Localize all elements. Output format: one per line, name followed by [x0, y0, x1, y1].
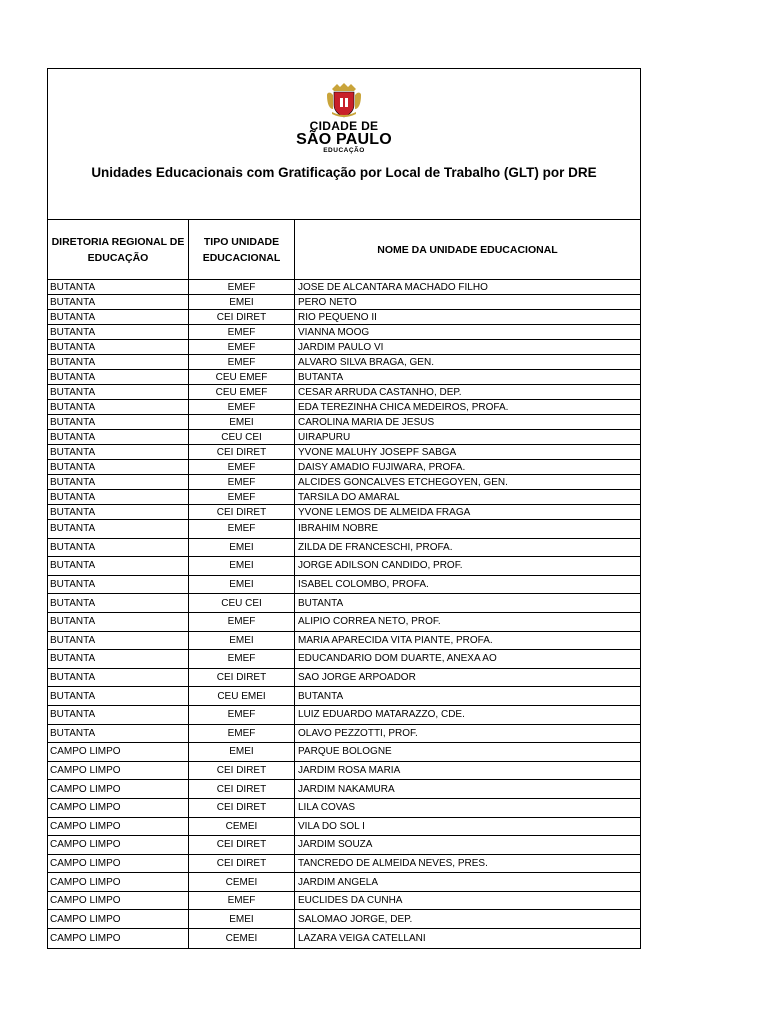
cell-dre: BUTANTA [48, 310, 189, 324]
cell-tipo: EMEI [189, 295, 295, 309]
cell-dre: BUTANTA [48, 576, 189, 594]
table-row [48, 490, 640, 505]
cell-nome: ALIPIO CORREA NETO, PROF. [298, 616, 441, 628]
cell-tipo: CEMEI [189, 873, 295, 891]
cell-dre: BUTANTA [48, 325, 189, 339]
table-row [48, 743, 640, 762]
cell-nome: DAISY AMADIO FUJIWARA, PROFA. [298, 461, 466, 473]
cell-tipo: EMEI [189, 415, 295, 429]
cell-dre: BUTANTA [48, 520, 189, 538]
table-row [48, 725, 640, 744]
table-row [48, 475, 640, 490]
cell-dre: CAMPO LIMPO [48, 762, 189, 780]
cell-dre: BUTANTA [48, 594, 189, 612]
cell-tipo: CEU CEI [189, 594, 295, 612]
document-title: Unidades Educacionais com Gratificação por Local de Trabalho (GLT) por DRE [91, 165, 597, 180]
cell-nome: CESAR ARRUDA CASTANHO, DEP. [298, 386, 462, 398]
city-logo [284, 83, 404, 155]
cell-nome: YVONE LEMOS DE ALMEIDA FRAGA [298, 506, 471, 518]
cell-nome: EDUCANDARIO DOM DUARTE, ANEXA AO [298, 653, 497, 665]
table-row [48, 557, 640, 576]
cell-nome: JARDIM PAULO VI [298, 341, 384, 353]
cell-tipo: EMEI [189, 539, 295, 557]
cell-tipo: CEI DIRET [189, 799, 295, 817]
coat-of-arms-icon [324, 83, 364, 119]
cell-tipo: EMEF [189, 706, 295, 724]
cell-tipo: CEI DIRET [189, 836, 295, 854]
cell-dre: BUTANTA [48, 669, 189, 687]
cell-nome: LUIZ EDUARDO MATARAZZO, CDE. [298, 709, 465, 721]
table-row [48, 836, 640, 855]
cell-tipo: EMEI [189, 576, 295, 594]
cell-nome: TARSILA DO AMARAL [298, 491, 400, 503]
table-body [48, 280, 640, 948]
table-row [48, 460, 640, 475]
cell-tipo: CEI DIRET [189, 310, 295, 324]
cell-tipo: EMEF [189, 520, 295, 538]
table-row [48, 929, 640, 948]
cell-dre: BUTANTA [48, 632, 189, 650]
cell-dre: BUTANTA [48, 475, 189, 489]
cell-dre: BUTANTA [48, 490, 189, 504]
cell-nome: BUTANTA [298, 371, 344, 383]
cell-dre: BUTANTA [48, 355, 189, 369]
cell-nome: LILA COVAS [298, 802, 356, 814]
cell-tipo: EMEF [189, 725, 295, 743]
header-tipo: TIPO UNIDADE EDUCACIONAL [189, 220, 295, 279]
cell-dre: BUTANTA [48, 725, 189, 743]
table-row [48, 415, 640, 430]
cell-nome: EDA TEREZINHA CHICA MEDEIROS, PROFA. [298, 401, 509, 413]
cell-nome: ALCIDES GONCALVES ETCHEGOYEN, GEN. [298, 476, 508, 488]
table-row [48, 669, 640, 688]
cell-tipo: EMEF [189, 490, 295, 504]
cell-nome: CAROLINA MARIA DE JESUS [298, 416, 435, 428]
cell-dre: CAMPO LIMPO [48, 855, 189, 873]
table-row [48, 576, 640, 595]
table-row [48, 818, 640, 837]
cell-dre: BUTANTA [48, 706, 189, 724]
cell-dre: BUTANTA [48, 385, 189, 399]
cell-dre: BUTANTA [48, 415, 189, 429]
cell-dre: BUTANTA [48, 370, 189, 384]
cell-nome: ALVARO SILVA BRAGA, GEN. [298, 356, 434, 368]
cell-tipo: CEMEI [189, 818, 295, 836]
table-row [48, 632, 640, 651]
logo-text-line3: EDUCAÇÃO [323, 147, 365, 154]
cell-nome: JARDIM NAKAMURA [298, 783, 395, 795]
cell-tipo: CEU EMEI [189, 687, 295, 705]
document-sheet [47, 68, 641, 949]
cell-nome: PERO NETO [298, 296, 357, 308]
cell-nome: SAO JORGE ARPOADOR [298, 672, 416, 684]
table-row [48, 445, 640, 460]
cell-nome: RIO PEQUENO II [298, 311, 377, 323]
cell-tipo: CEU EMEF [189, 370, 295, 384]
cell-nome: JOSE DE ALCANTARA MACHADO FILHO [298, 281, 488, 293]
logo-text-line1: CIDADE DE [309, 119, 379, 133]
cell-nome: LAZARA VEIGA CATELLANI [298, 932, 426, 944]
table-row [48, 594, 640, 613]
table-row [48, 799, 640, 818]
cell-nome: IBRAHIM NOBRE [298, 523, 379, 535]
table-row [48, 873, 640, 892]
header-dre: DIRETORIA REGIONAL DE EDUCAÇÃO [48, 220, 189, 279]
cell-dre: BUTANTA [48, 445, 189, 459]
table-header [48, 220, 640, 280]
cell-nome: TANCREDO DE ALMEIDA NEVES, PRES. [298, 857, 488, 869]
cell-tipo: CEI DIRET [189, 855, 295, 873]
cell-nome: JARDIM SOUZA [298, 839, 373, 851]
cell-tipo: CEI DIRET [189, 780, 295, 798]
cell-tipo: EMEI [189, 632, 295, 650]
table-row [48, 370, 640, 385]
cell-tipo: EMEF [189, 325, 295, 339]
cell-nome: BUTANTA [298, 597, 344, 609]
cell-tipo: CEI DIRET [189, 762, 295, 780]
cell-tipo: CEU EMEF [189, 385, 295, 399]
cell-tipo: CEU CEI [189, 430, 295, 444]
cell-dre: CAMPO LIMPO [48, 780, 189, 798]
cell-dre: BUTANTA [48, 340, 189, 354]
cell-dre: CAMPO LIMPO [48, 743, 189, 761]
cell-tipo: EMEF [189, 340, 295, 354]
cell-nome: MARIA APARECIDA VITA PIANTE, PROFA. [298, 634, 493, 646]
cell-nome: EUCLIDES DA CUNHA [298, 895, 403, 907]
table-row [48, 539, 640, 558]
cell-tipo: EMEF [189, 892, 295, 910]
table-row [48, 706, 640, 725]
table-row [48, 430, 640, 445]
cell-dre: BUTANTA [48, 650, 189, 668]
cell-nome: JORGE ADILSON CANDIDO, PROF. [298, 560, 463, 572]
cell-nome: SALOMAO JORGE, DEP. [298, 913, 413, 925]
cell-nome: ISABEL COLOMBO, PROFA. [298, 579, 429, 591]
cell-dre: BUTANTA [48, 687, 189, 705]
cell-dre: BUTANTA [48, 295, 189, 309]
cell-dre: CAMPO LIMPO [48, 892, 189, 910]
cell-dre: CAMPO LIMPO [48, 799, 189, 817]
cell-dre: BUTANTA [48, 505, 189, 519]
cell-tipo: EMEF [189, 355, 295, 369]
cell-nome: JARDIM ROSA MARIA [298, 765, 401, 777]
cell-dre: CAMPO LIMPO [48, 873, 189, 891]
cell-nome: OLAVO PEZZOTTI, PROF. [298, 727, 418, 739]
cell-nome: VIANNA MOOG [298, 326, 370, 338]
table-row [48, 505, 640, 520]
cell-tipo: EMEF [189, 280, 295, 294]
cell-tipo: EMEI [189, 557, 295, 575]
logo-text-line2: SÃO PAULO [296, 131, 392, 148]
cell-tipo: CEI DIRET [189, 445, 295, 459]
cell-tipo: CEMEI [189, 929, 295, 948]
cell-nome: BUTANTA [298, 690, 344, 702]
table-row [48, 613, 640, 632]
table-row [48, 650, 640, 669]
table-row [48, 295, 640, 310]
table-row [48, 340, 640, 355]
table-row [48, 310, 640, 325]
table-row [48, 325, 640, 340]
cell-dre: BUTANTA [48, 430, 189, 444]
document-header [48, 69, 640, 220]
cell-nome: JARDIM ANGELA [298, 876, 379, 888]
table-row [48, 762, 640, 781]
cell-dre: BUTANTA [48, 539, 189, 557]
cell-dre: BUTANTA [48, 280, 189, 294]
header-nome: NOME DA UNIDADE EDUCACIONAL [377, 243, 558, 256]
cell-tipo: EMEI [189, 910, 295, 928]
cell-tipo: EMEF [189, 613, 295, 631]
table-row [48, 892, 640, 911]
cell-nome: ZILDA DE FRANCESCHI, PROFA. [298, 541, 453, 553]
cell-nome: VILA DO SOL I [298, 820, 365, 832]
table-row [48, 400, 640, 415]
table-row [48, 355, 640, 370]
cell-tipo: EMEI [189, 743, 295, 761]
cell-tipo: CEI DIRET [189, 669, 295, 687]
cell-dre: CAMPO LIMPO [48, 929, 189, 948]
cell-nome: UIRAPURU [298, 431, 351, 443]
table-row [48, 855, 640, 874]
table-row [48, 280, 640, 295]
table-row [48, 780, 640, 799]
cell-dre: BUTANTA [48, 613, 189, 631]
cell-tipo: EMEF [189, 475, 295, 489]
table-row [48, 385, 640, 400]
cell-tipo: EMEF [189, 650, 295, 668]
cell-dre: BUTANTA [48, 460, 189, 474]
cell-tipo: EMEF [189, 460, 295, 474]
cell-dre: CAMPO LIMPO [48, 836, 189, 854]
cell-dre: BUTANTA [48, 400, 189, 414]
cell-dre: BUTANTA [48, 557, 189, 575]
table-row [48, 687, 640, 706]
table-row [48, 520, 640, 539]
cell-dre: CAMPO LIMPO [48, 818, 189, 836]
cell-nome: YVONE MALUHY JOSEPF SABGA [298, 446, 457, 458]
table-row [48, 910, 640, 929]
cell-tipo: CEI DIRET [189, 505, 295, 519]
cell-dre: CAMPO LIMPO [48, 910, 189, 928]
cell-nome: PARQUE BOLOGNE [298, 746, 392, 758]
cell-tipo: EMEF [189, 400, 295, 414]
